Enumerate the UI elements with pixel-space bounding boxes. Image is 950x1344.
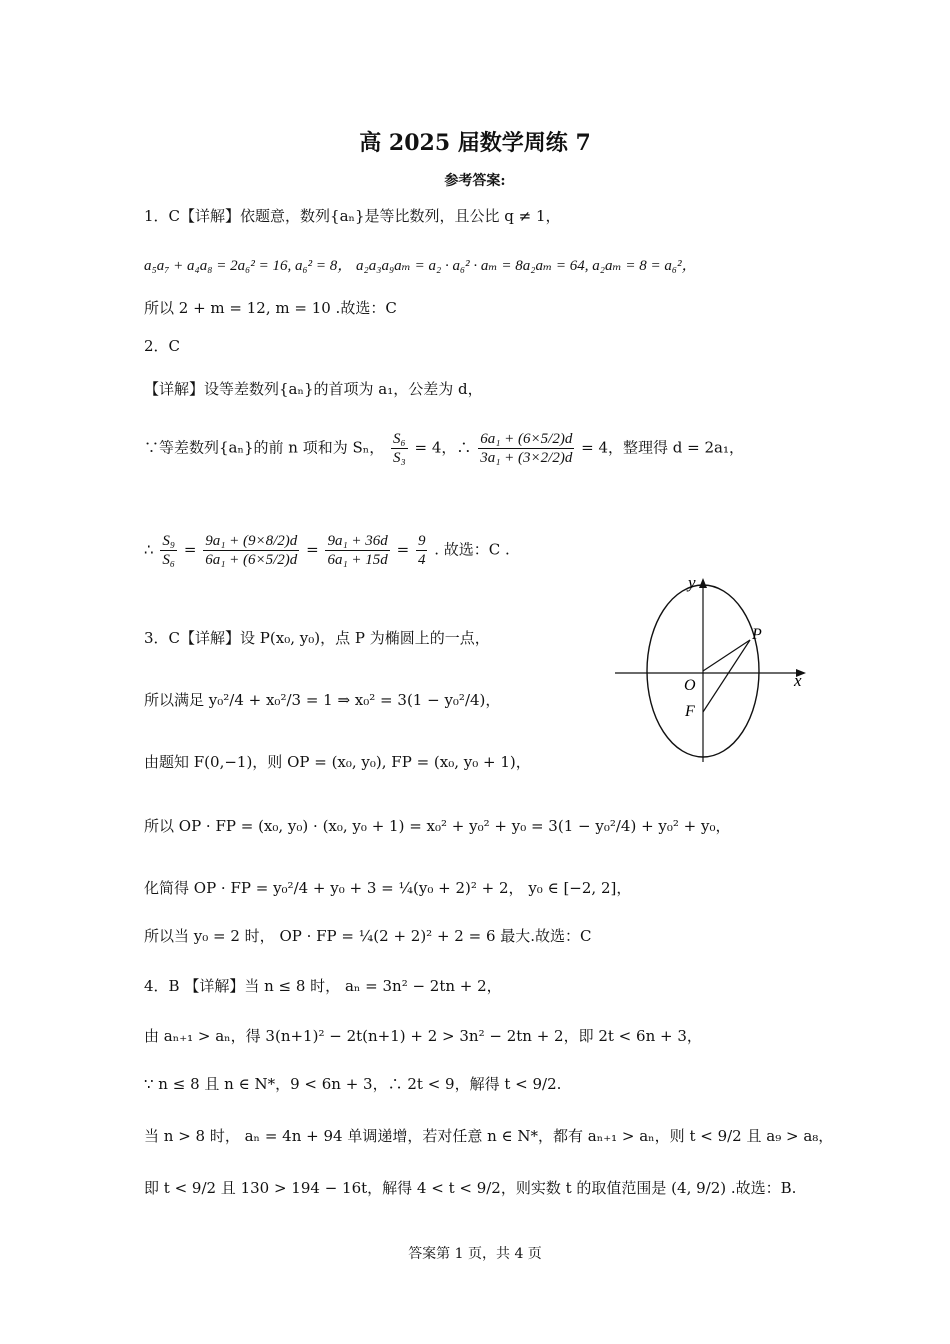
q2-line-4-end: . 故选：C . (434, 540, 510, 559)
y-axis-arrow (699, 578, 707, 588)
q4-line-2: 由 aₙ₊₁ > aₙ，得 3(n+1)² − 2t(n+1) + 2 > 3n² − 2tn + 2，即 2t < 6n + 3， (144, 1027, 702, 1045)
q2-line-3-mid-2: = 4，整理得 d = 2a₁， (581, 438, 744, 457)
q3-line-1: 3．C【详解】设 P(x₀, y₀)，点 P 为椭圆上的一点， (144, 629, 490, 647)
fraction-denominator: S₃ (393, 450, 406, 466)
q4-line-4: 当 n > 8 时， aₙ = 4n + 94 单调递增，若对任意 n ∈ N*，都有 aₙ₊₁ > aₙ，则 t < 9/2 且 a₉ > a₈， (144, 1127, 834, 1145)
fraction-denominator: S₆ (162, 552, 176, 568)
equals-sign: = (396, 540, 410, 559)
q2-line-2: 【详解】设等差数列{aₙ}的首项为 a₁，公差为 d， (144, 380, 483, 398)
fraction-s9-over-s6 (160, 532, 177, 569)
fraction-result (416, 532, 428, 569)
q2-line-3 (144, 430, 744, 467)
fraction-numerator: S₆ (393, 431, 406, 447)
q3-line-4: 所以 OP · FP = (x₀, y₀) · (x₀, y₀ + 1) = x₀² + y₀² + y₀ = 3(1 − y₀²/4) + y₀² + y₀， (144, 817, 731, 835)
fraction-denominator: 4 (417, 552, 426, 568)
label-f: F (685, 703, 695, 720)
q1-line-2: a₅a₇ + a₄a₈ = 2a₆² = 16, a₆² = 8， a₂a₃a₉aₘ = a₂ · a₆² · aₘ = 8a₂aₘ = 64, a₂aₘ = 8 = a₆²， (144, 258, 697, 274)
fraction-denominator: 6a₁ + (6×5/2)d (205, 552, 298, 568)
label-x: x (794, 671, 802, 690)
fraction-denominator: 3a₁ + (3×2/2)d (480, 450, 573, 466)
q4-line-5: 即 t < 9/2 且 130 > 194 − 16t，解得 4 < t < 9/2，则实数 t 的取值范围是 (4, 9/2) .故选：B. (144, 1179, 797, 1197)
q2-line-1: 2．C (144, 337, 181, 355)
q2-line-3-prefix: ∵等差数列{aₙ}的前 n 项和为 Sₙ， (144, 438, 385, 457)
fraction-numerator: S₉ (162, 533, 176, 549)
q4-line-1: 4．B 【详解】当 n ≤ 8 时， aₙ = 3n² − 2tn + 2， (144, 977, 502, 995)
equals-sign: = (306, 540, 319, 559)
fraction-simplified (325, 532, 389, 569)
q3-line-2: 所以满足 y₀²/4 + x₀²/3 = 1 ⇒ x₀² = 3(1 − y₀²/4)， (144, 691, 501, 709)
q3-line-6: 所以当 y₀ = 2 时， OP · FP = ¼(2 + 2)² + 2 = 6 最大.故选：C (144, 927, 592, 945)
q1-line-3: 所以 2 + m = 12, m = 10 .故选：C (144, 299, 397, 317)
fraction-numerator: 9a₁ + 36d (327, 533, 388, 549)
q4-line-3: ∵ n ≤ 8 且 n ∈ N*，9 < 6n + 3，∴ 2t < 9，解得 t < 9/2. (144, 1075, 562, 1093)
ellipse-figure (612, 572, 812, 768)
fraction-numerator: 9 (417, 533, 426, 549)
q3-line-3: 由题知 F(0,−1)，则 OP = (x₀, y₀), FP = (x₀, y₀ + 1)， (144, 753, 531, 771)
segment-op (703, 640, 750, 671)
q3-line-5: 化简得 OP · FP = y₀²/4 + y₀ + 3 = ¼(y₀ + 2)² + 2， y₀ ∈ [−2, 2]， (144, 879, 632, 897)
q2-line-4 (144, 532, 510, 569)
fraction-denominator: 6a₁ + 15d (327, 552, 388, 568)
equals-sign: = (183, 540, 197, 559)
page-subtitle: 参考答案: (444, 173, 506, 189)
fraction-sum-ratio (478, 430, 574, 467)
fraction-expanded (203, 532, 299, 569)
fraction-numerator: 9a₁ + (9×8/2)d (205, 533, 298, 549)
label-y: y (688, 573, 696, 592)
label-p: P (752, 626, 762, 643)
segment-fp (703, 640, 750, 712)
page-footer: 答案第 1 页，共 4 页 (408, 1246, 542, 1262)
q2-line-4-prefix: ∴ (144, 540, 154, 559)
q2-line-3-mid-1: = 4，∴ (414, 438, 472, 457)
q1-line-1: 1．C【详解】依题意，数列{aₙ}是等比数列，且公比 q ≠ 1， (144, 207, 561, 225)
fraction-numerator: 6a₁ + (6×5/2)d (480, 431, 573, 447)
label-o: O (684, 677, 696, 694)
page-title: 高 2025 届数学周练 7 (359, 130, 591, 156)
fraction-s6-over-s3 (391, 430, 408, 467)
